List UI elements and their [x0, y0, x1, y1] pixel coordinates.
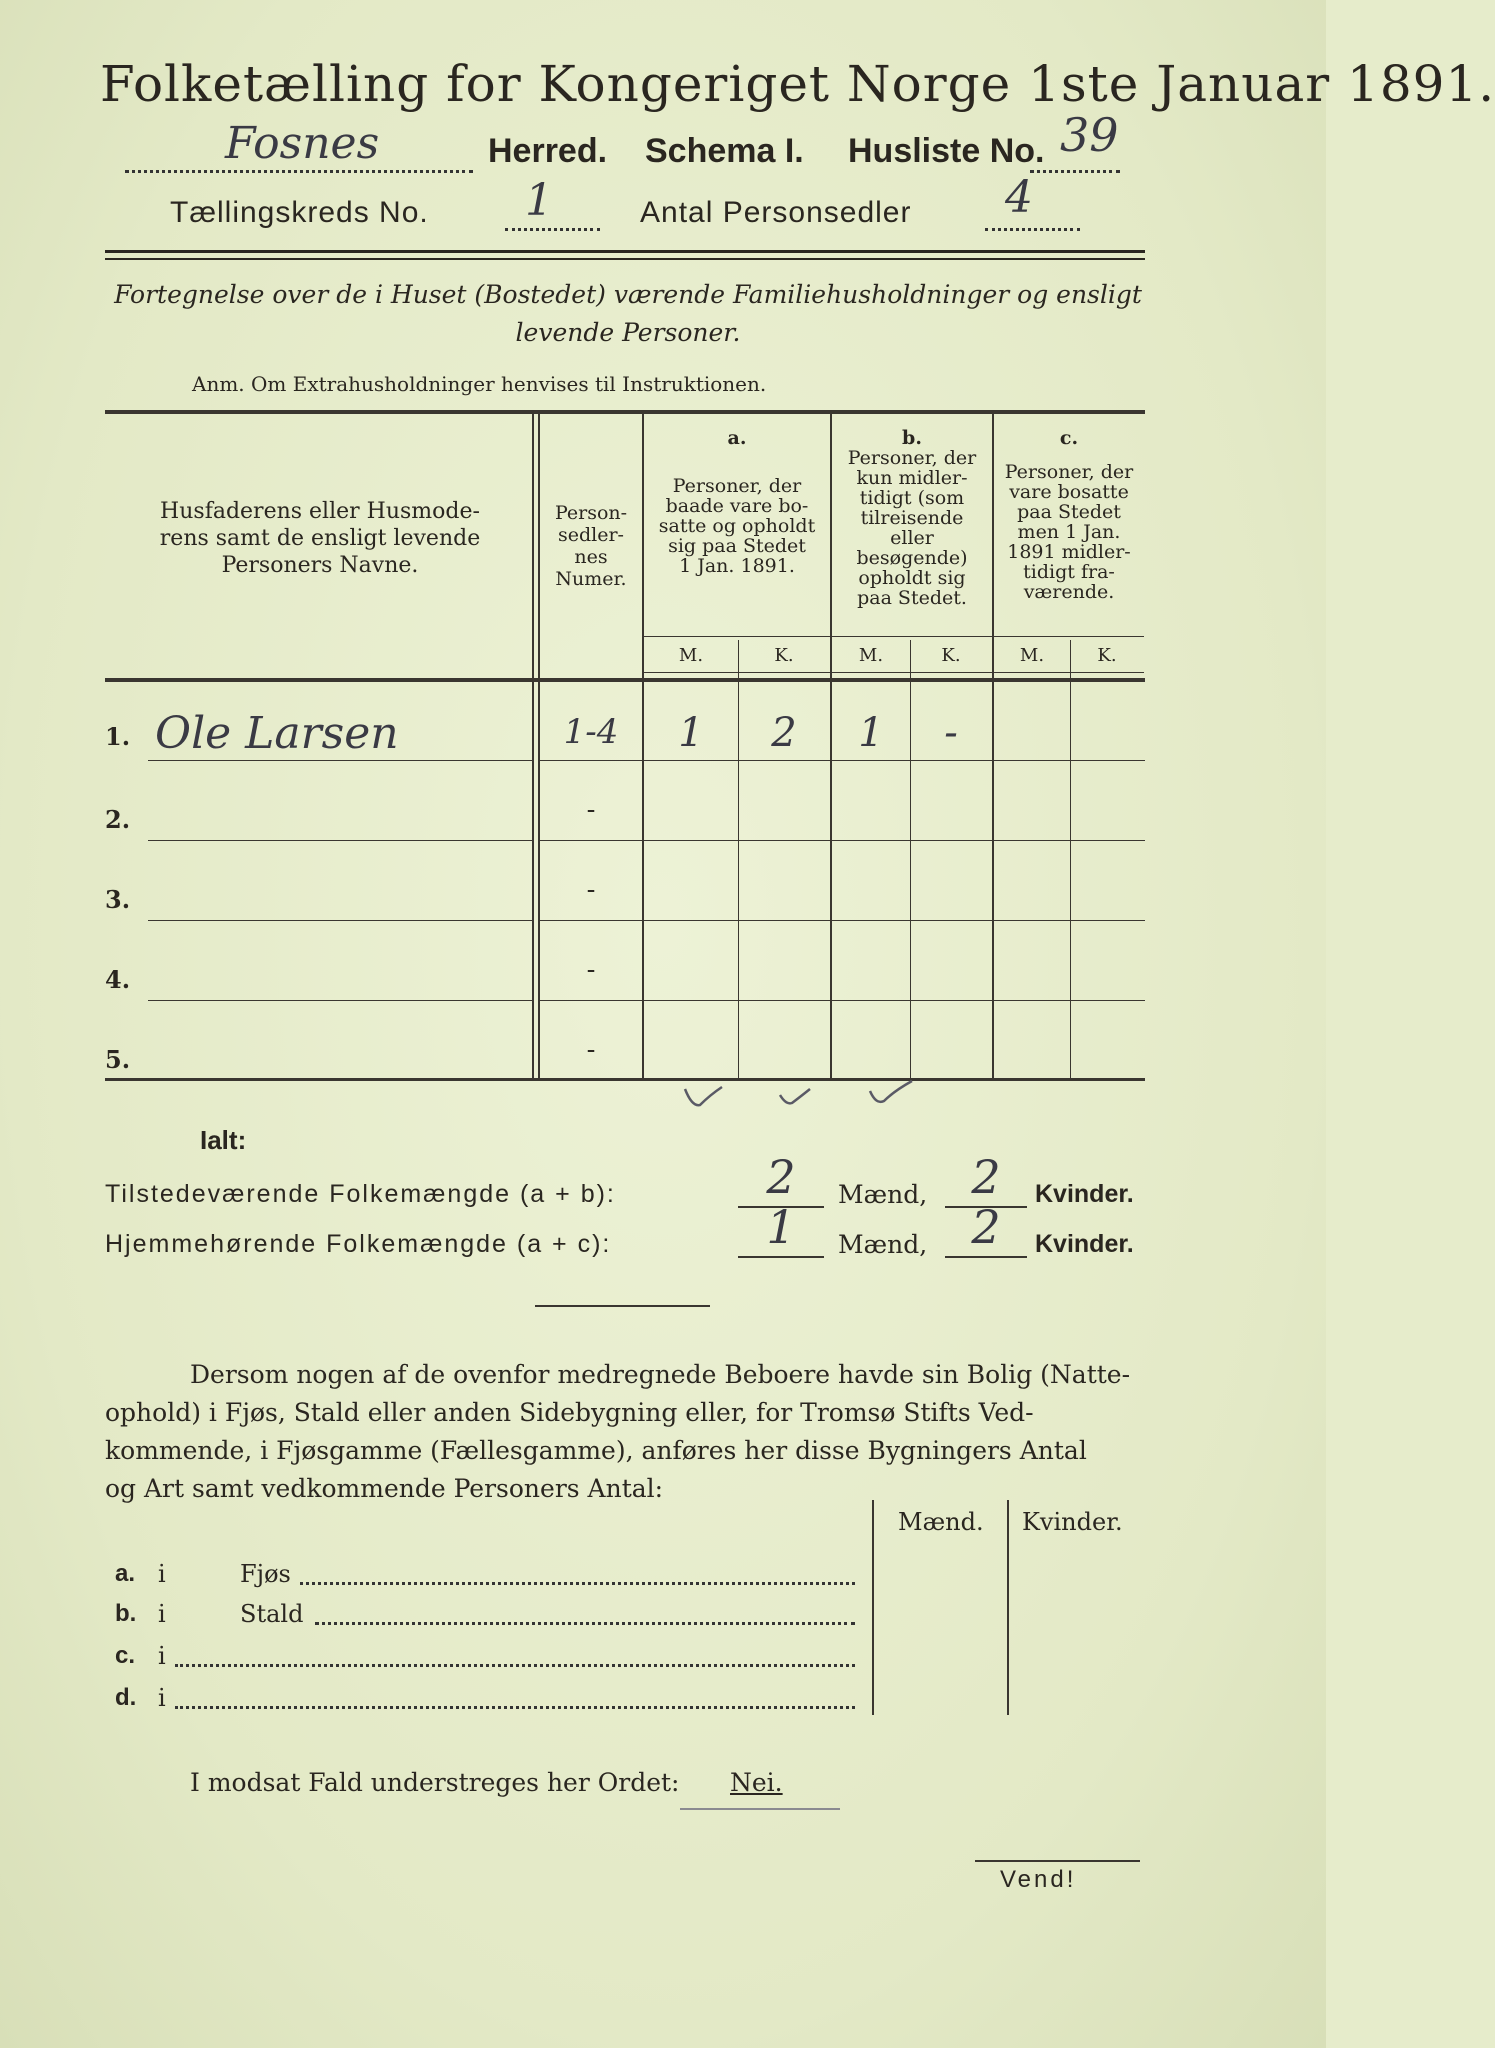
nei-word: Nei.: [730, 1768, 783, 1797]
vend-label: Vend!: [1000, 1866, 1077, 1893]
kreds-label: Tællingskreds No.: [170, 196, 429, 229]
row-b-m: 1: [858, 710, 884, 756]
col-a-k-label: K.: [774, 645, 794, 666]
col-c-k-label: K.: [1097, 645, 1117, 666]
row-b-k: -: [944, 710, 958, 756]
notice-line-3: kommende, i Fjøsgamme (Fællesgamme), anføres her disse Bygningers Antal: [105, 1436, 1087, 1465]
personsedler-label: Antal Personsedler: [640, 196, 912, 229]
intro-line-2: levende Personer.: [515, 318, 741, 347]
col-header-names: Husfaderens eller Husmode- rens samt de ensligt levende Personers Navne.: [159, 499, 481, 578]
nei-underline-stroke: [680, 1808, 840, 1810]
kreds-value: 1: [525, 175, 553, 226]
ialt-label: Ialt:: [200, 1125, 247, 1155]
form-title: Folketælling for Kongeriget Norge 1ste Januar 1891.: [100, 55, 1495, 113]
col-header-a: a. Personer, der baade vare bo- satte og opholdt sig paa Stedet 1 Jan. 1891.: [658, 427, 816, 577]
personsedler-dotline: [985, 222, 1080, 231]
row-numer: -: [586, 955, 596, 985]
notice-kvinder-header: Kvinder.: [1022, 1508, 1123, 1536]
husliste-label: Husliste No.: [848, 132, 1045, 170]
row-a-k: 2: [771, 710, 797, 756]
col-header-numer: Person- sedler- nes Numer.: [554, 502, 628, 590]
census-form-page: Folketælling for Kongeriget Norge 1ste Januar 1891. Fosnes Herred. Schema I. Husliste No. 39 Tællingskreds No. 1 Antal Personsedler 4 Fortegnelse over de i Huset (Bostedet) værende Familiehusholdninger og ensligt levende Personer. Anm. Om Extrahusholdninger henvises til Instruktionen. Husfaderens eller Husmode- rens samt de ensligt levende Personers Navne. Person- sedler- nes Numer. a. Personer, der baade vare bo- satte og opholdt sig paa Stedet 1 Jan. 1891. b. Personer, der kun midler- tidigt (som tilreisende eller besøgende) opholdt sig paa Stedet. c. Personer, der vare bosatte paa Stedet men 1 Jan. 1891 midler- tidigt fra- værende. M. K. M. K. M. K. 1. Ole Larsen 1-4 1 2 1 - 2. - 3. - 4. - 5. - Ialt: Tilstedeværende Folkemængde (a + b): 2 Mænd, 2 Kvinder. Hjemmehørende Folkemængde (a + c): 1 Mænd, 2 Kvinder. Dersom nogen af de ovenfor medregnede Beboere havde sin Bolig (Natte- ophold) i Fjøs, Stald eller anden Sidebygning eller, for Tromsø Stifts Ved- kommende, i Fjøsgamme (Fællesgamme), anføres her disse Bygningers Antal og Art samt vedkommende Personers Antal: Mænd. Kvinder. a. i Fjøs b. i Stald c. i d. i I modsat Fald understreges her Ordet: Nei. Vend!: [0, 0, 1326, 2048]
hjemme-label: Hjemmehørende Folkemængde (a + c):: [105, 1230, 612, 1258]
tilstede-maend-label: Mænd,: [838, 1180, 928, 1209]
check-marks: [680, 1075, 950, 1115]
col-c-m-label: M.: [1019, 645, 1045, 666]
col-header-c: c. Personer, der vare bosatte paa Stedet men 1 Jan. 1891 midler- tidigt fra- værende.: [1004, 427, 1134, 603]
modsat-text: I modsat Fald understreges her Ordet:: [190, 1768, 680, 1797]
hjemme-kvinder-label: Kvinder.: [1035, 1230, 1134, 1258]
row-numer: -: [586, 875, 596, 905]
anm-note: Anm. Om Extrahusholdninger henvises til Instruktionen.: [192, 372, 767, 396]
tilstede-label: Tilstedeværende Folkemængde (a + b):: [105, 1180, 616, 1208]
hjemme-kvinder-value: 2: [971, 1200, 1001, 1254]
husliste-value: 39: [1060, 108, 1119, 162]
hjemme-maend-label: Mænd,: [838, 1230, 928, 1259]
notice-line-2: ophold) i Fjøs, Stald eller anden Sidebygning eller, for Tromsø Stifts Ved-: [105, 1398, 1034, 1427]
notice-line-1: Dersom nogen af de ovenfor medregnede Beboere havde sin Bolig (Natte-: [190, 1360, 1131, 1389]
schema-label: Schema I.: [645, 132, 804, 170]
tilstede-maend-value: 2: [766, 1150, 796, 1204]
herred-label: Herred.: [488, 132, 608, 170]
row-a-m: 1: [678, 710, 704, 756]
divider: [535, 1305, 710, 1307]
col-b-m-label: M.: [858, 645, 884, 666]
col-b-k-label: K.: [941, 645, 961, 666]
row-numer: -: [586, 795, 596, 825]
personsedler-value: 4: [1005, 172, 1033, 223]
header-rule-bottom: [105, 258, 1145, 260]
row-numer: 1-4: [563, 712, 619, 752]
col-a-m-label: M.: [678, 645, 704, 666]
hjemme-maend-value: 1: [766, 1200, 796, 1254]
tilstede-kvinder-label: Kvinder.: [1035, 1180, 1134, 1208]
row-numer: -: [586, 1035, 596, 1065]
col-header-b: b. Personer, der kun midler- tidigt (som tilreisende eller besøgende) opholdt sig paa Stedet.: [847, 427, 977, 609]
herred-value: Fosnes: [225, 118, 380, 169]
tilstede-kvinder-value: 2: [971, 1150, 1001, 1204]
header-rule-top: [105, 250, 1145, 253]
intro-line-1: Fortegnelse over de i Huset (Bostedet) værende Familiehusholdninger og ensligt: [114, 280, 1142, 309]
notice-line-4: og Art samt vedkommende Personers Antal:: [105, 1474, 664, 1503]
notice-maend-header: Mænd.: [898, 1508, 984, 1536]
row-name: Ole Larsen: [155, 708, 399, 759]
